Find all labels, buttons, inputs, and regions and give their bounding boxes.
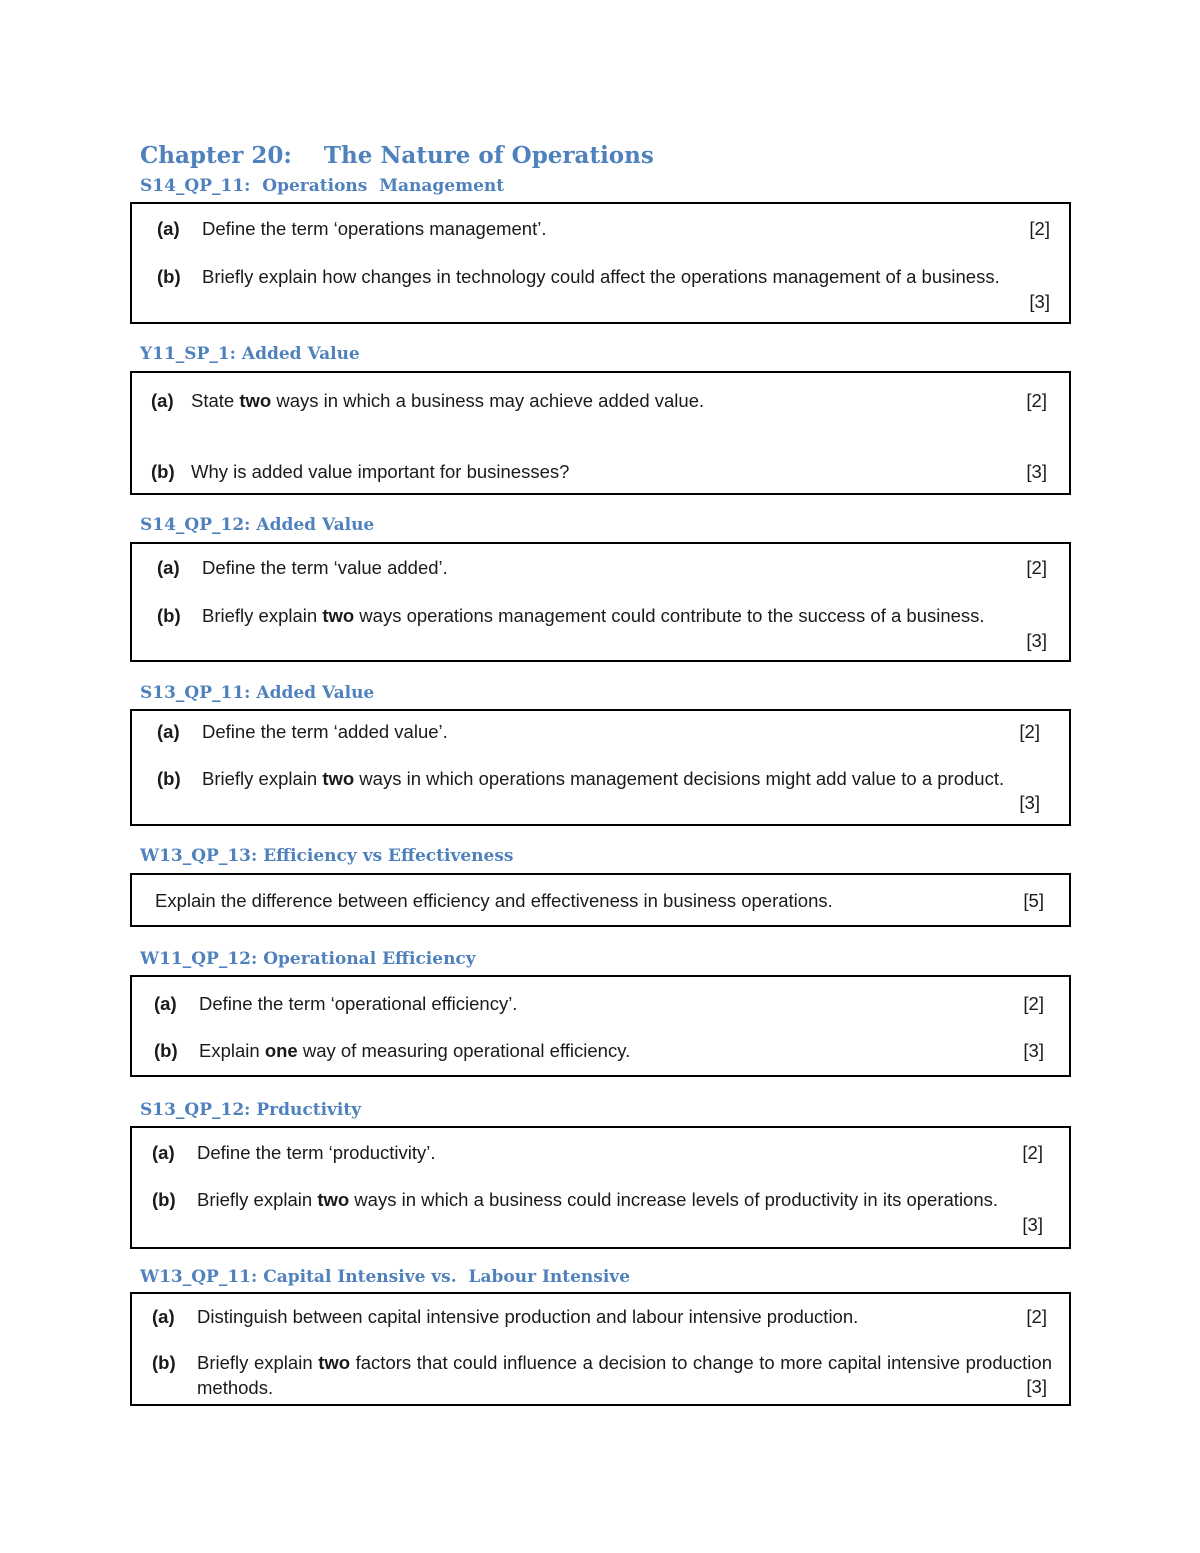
question-letter: (a) [157, 557, 180, 578]
marks: [2] [1026, 390, 1047, 411]
question-item [151, 388, 971, 413]
question-letter: (b) [157, 605, 181, 626]
question-text: Briefly explain two ways in which operations management decisions might add value to a product. [202, 768, 1005, 789]
question-box [130, 975, 1071, 1077]
section-heading: S13_QP_12: Prductivity [140, 1100, 362, 1120]
question-letter: (b) [157, 768, 181, 789]
question-letter: (a) [151, 390, 174, 411]
section-heading: W13_QP_11: Capital Intensive vs. Labour Intensive [140, 1267, 631, 1287]
question-item [157, 555, 1017, 580]
question-box [130, 873, 1071, 927]
question-item [157, 766, 1042, 791]
question-box [130, 542, 1071, 662]
section-heading: W11_QP_12: Operational Efficiency [140, 949, 476, 969]
question-item [152, 1304, 972, 1329]
question-letter: (a) [152, 1306, 175, 1327]
question-item [157, 264, 1027, 289]
section-heading: S13_QP_11: Added Value [140, 683, 375, 703]
question-box [130, 371, 1071, 495]
question-letter: (b) [151, 461, 175, 482]
question-text: Define the term ‘value added’. [202, 557, 448, 578]
question-letter: (b) [152, 1189, 176, 1210]
question-item [155, 888, 975, 913]
chapter-title: Chapter 20: The Nature of Operations [140, 142, 654, 169]
section-heading: S14_QP_12: Added Value [140, 515, 375, 535]
question-text: Briefly explain two ways operations management could contribute to the success of a business. [202, 605, 985, 626]
marks: [3] [1022, 1214, 1043, 1235]
question-item [157, 603, 1027, 628]
marks: [2] [1023, 993, 1044, 1014]
question-letter: (a) [154, 993, 177, 1014]
marks: [3] [1026, 1376, 1047, 1397]
marks: [2] [1029, 218, 1050, 239]
question-text: Explain the difference between efficiency and effectiveness in business operations. [155, 890, 833, 911]
marks: [5] [1023, 890, 1044, 911]
question-text: Define the term ‘added value’. [202, 721, 448, 742]
question-item [154, 991, 974, 1016]
question-letter: (a) [157, 721, 180, 742]
marks: [3] [1026, 630, 1047, 651]
question-text: Briefly explain how changes in technology could affect the operations management of a business. [202, 266, 1000, 287]
question-item [157, 216, 1047, 241]
marks: [2] [1022, 1142, 1043, 1163]
marks: [3] [1019, 792, 1040, 813]
question-text: Define the term ‘operations management’. [202, 218, 547, 239]
question-text: Explain one way of measuring operational efficiency. [199, 1040, 631, 1061]
question-box [130, 202, 1071, 324]
question-letter: (a) [152, 1142, 175, 1163]
question-text: Briefly explain two factors that could influence a decision to change to more capital intensive production methods. [197, 1352, 1052, 1398]
question-letter: (b) [152, 1352, 176, 1373]
question-item [154, 1038, 974, 1063]
section-heading: W13_QP_13: Efficiency vs Effectiveness [140, 846, 514, 866]
question-box [130, 709, 1071, 826]
marks: [3] [1029, 291, 1050, 312]
question-text: Briefly explain two ways in which a business could increase levels of productivity in its operations. [197, 1189, 999, 1210]
question-text: State two ways in which a business may achieve added value. [191, 390, 705, 411]
question-item [151, 459, 971, 484]
marks: [3] [1026, 461, 1047, 482]
marks: [2] [1019, 721, 1040, 742]
question-item [152, 1187, 1047, 1212]
marks: [2] [1026, 557, 1047, 578]
question-box [130, 1126, 1071, 1249]
section-heading: Y11_SP_1: Added Value [140, 344, 360, 364]
marks: [3] [1023, 1040, 1044, 1061]
question-item [152, 1350, 1052, 1400]
question-letter: (b) [157, 266, 181, 287]
question-box [130, 1292, 1071, 1406]
question-text: Distinguish between capital intensive production and labour intensive production. [197, 1306, 859, 1327]
section-heading: S14_QP_11: Operations Management [140, 176, 505, 196]
question-letter: (b) [154, 1040, 178, 1061]
marks: [2] [1026, 1306, 1047, 1327]
question-item [152, 1140, 1022, 1165]
question-item [157, 719, 1017, 744]
question-text: Define the term ‘operational efficiency’. [199, 993, 518, 1014]
question-letter: (a) [157, 218, 180, 239]
question-text: Define the term ‘productivity’. [197, 1142, 436, 1163]
question-text: Why is added value important for businesses? [191, 461, 570, 482]
